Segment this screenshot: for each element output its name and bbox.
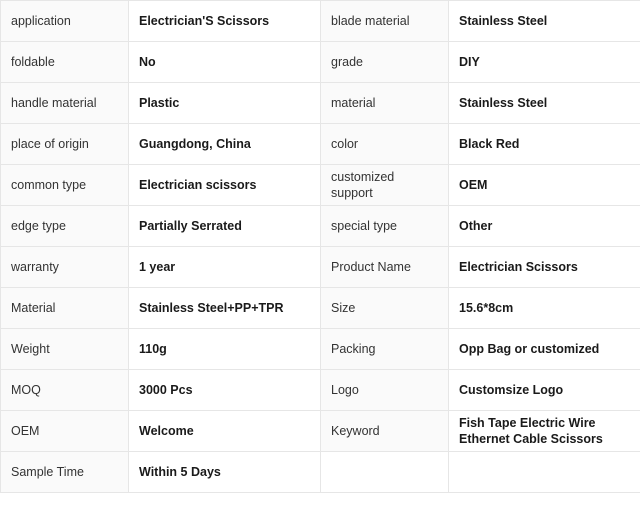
spec-value: Stainless Steel+PP+TPR: [129, 288, 321, 329]
spec-key: warranty: [1, 247, 129, 288]
spec-value: Stainless Steel: [449, 83, 640, 124]
spec-value: 15.6*8cm: [449, 288, 640, 329]
spec-key: material: [321, 83, 449, 124]
spec-value: 110g: [129, 329, 321, 370]
spec-value: Guangdong, China: [129, 124, 321, 165]
spec-value: Welcome: [129, 411, 321, 452]
spec-key: OEM: [1, 411, 129, 452]
spec-value: Plastic: [129, 83, 321, 124]
spec-value: DIY: [449, 42, 640, 83]
table-row: [1, 83, 640, 124]
spec-key: place of origin: [1, 124, 129, 165]
table-row: [1, 288, 640, 329]
spec-key: Size: [321, 288, 449, 329]
spec-key: handle material: [1, 83, 129, 124]
table-row: [1, 206, 640, 247]
spec-key: grade: [321, 42, 449, 83]
spec-value-empty: [449, 452, 640, 493]
table-row: [1, 329, 640, 370]
spec-key: Sample Time: [1, 452, 129, 493]
spec-key: Material: [1, 288, 129, 329]
spec-key: foldable: [1, 42, 129, 83]
spec-key: Weight: [1, 329, 129, 370]
spec-value: Electrician scissors: [129, 165, 321, 206]
spec-value: OEM: [449, 165, 640, 206]
table-row: [1, 124, 640, 165]
spec-value: 1 year: [129, 247, 321, 288]
spec-key: special type: [321, 206, 449, 247]
spec-value: Customsize Logo: [449, 370, 640, 411]
spec-value: Partially Serrated: [129, 206, 321, 247]
table-row: [1, 42, 640, 83]
table-row: [1, 370, 640, 411]
spec-key: Keyword: [321, 411, 449, 452]
spec-value: Fish Tape Electric Wire Ethernet Cable Scissors: [449, 411, 640, 452]
spec-key: application: [1, 1, 129, 42]
spec-key: Logo: [321, 370, 449, 411]
spec-value: Opp Bag or customized: [449, 329, 640, 370]
table-row: [1, 452, 640, 493]
spec-value: Stainless Steel: [449, 1, 640, 42]
spec-key: Product Name: [321, 247, 449, 288]
spec-value: No: [129, 42, 321, 83]
spec-key-empty: [321, 452, 449, 493]
spec-value: Other: [449, 206, 640, 247]
table-row: [1, 165, 640, 206]
table-row: [1, 247, 640, 288]
spec-key: customized support: [321, 165, 449, 206]
table-row: [1, 1, 640, 42]
spec-value: Electrician Scissors: [449, 247, 640, 288]
spec-key: color: [321, 124, 449, 165]
spec-key: Packing: [321, 329, 449, 370]
spec-key: MOQ: [1, 370, 129, 411]
spec-value: Black Red: [449, 124, 640, 165]
spec-key: blade material: [321, 1, 449, 42]
table-row: [1, 411, 640, 452]
spec-key: common type: [1, 165, 129, 206]
spec-key: edge type: [1, 206, 129, 247]
spec-value: Electrician'S Scissors: [129, 1, 321, 42]
spec-value: 3000 Pcs: [129, 370, 321, 411]
spec-value: Within 5 Days: [129, 452, 321, 493]
